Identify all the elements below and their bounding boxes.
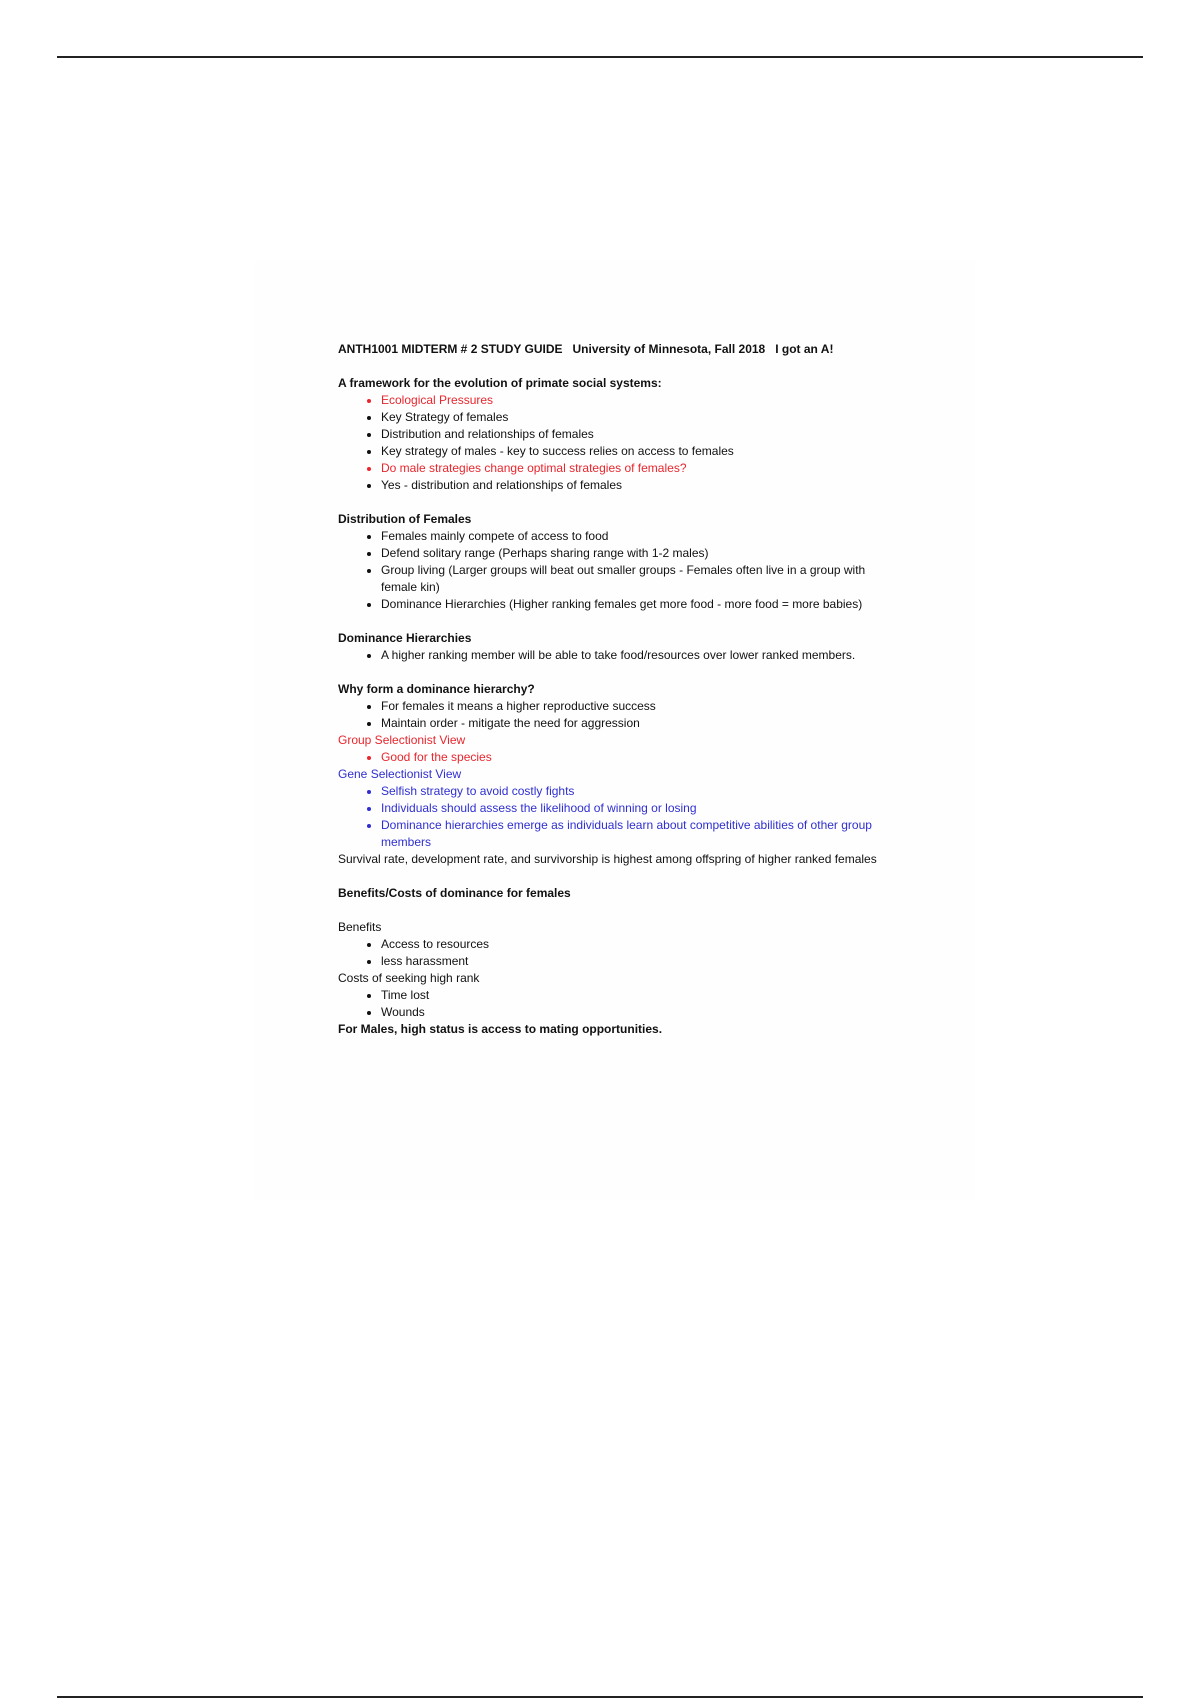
section-dominance-heading: Dominance Hierarchies	[338, 631, 472, 645]
list-item: • Do male strategies change optimal strategies of females?	[381, 460, 898, 477]
list-item: • Key strategy of males - key to success relies on access to females	[381, 443, 898, 460]
bottom-divider	[57, 1696, 1143, 1698]
list-item: • Dominance hierarchies emerge as individuals learn about competitive abilities of other group members	[381, 817, 898, 851]
group-selectionist-label: Group Selectionist View	[338, 733, 466, 747]
list-item: • For females it means a higher reproductive success	[381, 698, 898, 715]
list-item: • Key Strategy of females	[381, 409, 898, 426]
list-item: • Yes - distribution and relationships of females	[381, 477, 898, 494]
section-distribution-heading: Distribution of Females	[338, 512, 472, 526]
distribution-list	[338, 528, 898, 613]
list-item: • Group living (Larger groups will beat out smaller groups - Females often live in a group with female kin)	[381, 562, 898, 596]
gene-selectionist-list	[338, 783, 898, 851]
males-statement: For Males, high status is access to mating opportunities.	[338, 1022, 663, 1036]
list-item: • Dominance Hierarchies (Higher ranking females get more food - more food = more babies)	[381, 596, 898, 613]
section-framework-heading: A framework for the evolution of primate social systems:	[338, 376, 662, 390]
list-item: • Ecological Pressures	[381, 392, 898, 409]
list-item: • Time lost	[381, 987, 898, 1004]
list-item: • Good for the species	[381, 749, 898, 766]
list-item: • Access to resources	[381, 936, 898, 953]
benefits-list	[338, 936, 898, 970]
top-divider	[57, 56, 1143, 58]
section-benefits-costs-heading: Benefits/Costs of dominance for females	[338, 886, 571, 900]
gene-selectionist-label: Gene Selectionist View	[338, 767, 462, 781]
list-item: • A higher ranking member will be able to take food/resources over lower ranked members.	[381, 647, 898, 664]
dominance-list	[338, 647, 898, 664]
list-item: • Females mainly compete of access to food	[381, 528, 898, 545]
survival-paragraph: Survival rate, development rate, and survivorship is highest among offspring of higher ranked females	[338, 852, 877, 866]
list-item: • Defend solitary range (Perhaps sharing range with 1-2 males)	[381, 545, 898, 562]
list-item: • Distribution and relationships of females	[381, 426, 898, 443]
benefits-label: Benefits	[338, 920, 382, 934]
costs-list	[338, 987, 898, 1021]
document-content	[338, 341, 898, 1038]
framework-list	[338, 392, 898, 494]
list-item: • less harassment	[381, 953, 898, 970]
list-item: • Selfish strategy to avoid costly fights	[381, 783, 898, 800]
list-item: • Wounds	[381, 1004, 898, 1021]
section-why-heading: Why form a dominance hierarchy?	[338, 682, 535, 696]
costs-label: Costs of seeking high rank	[338, 971, 480, 985]
list-item: • Maintain order - mitigate the need for aggression	[381, 715, 898, 732]
group-selectionist-list	[338, 749, 898, 766]
why-list	[338, 698, 898, 732]
document-title: ANTH1001 MIDTERM # 2 STUDY GUIDE University of Minnesota, Fall 2018 I got an A!	[338, 342, 834, 356]
list-item: • Individuals should assess the likelihood of winning or losing	[381, 800, 898, 817]
